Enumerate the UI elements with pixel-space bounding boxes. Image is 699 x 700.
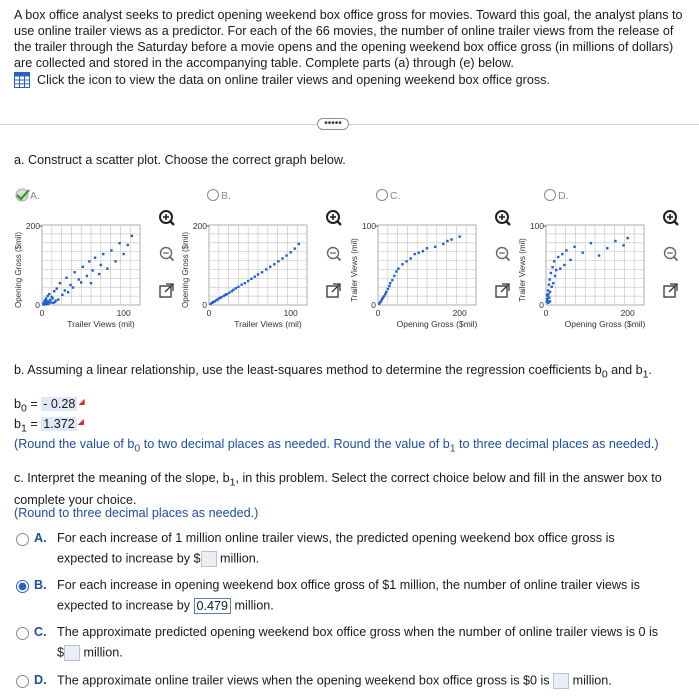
- data-point: [91, 269, 93, 271]
- data-point: [94, 257, 96, 259]
- data-point: [395, 270, 397, 272]
- data-point: [118, 242, 120, 244]
- data-point: [122, 253, 124, 255]
- x-axis-label: Opening Gross ($mil): [396, 319, 478, 329]
- data-point: [557, 256, 559, 258]
- popout-icon[interactable]: [327, 284, 340, 297]
- x-tick-label: 100: [116, 308, 131, 318]
- data-point: [582, 251, 584, 253]
- data-point: [47, 300, 49, 302]
- radio-option-d[interactable]: [16, 675, 29, 688]
- x-tick-label: 100: [283, 308, 298, 318]
- x-tick-zero: 0: [543, 308, 549, 318]
- option-answer-line: expected to increase by 0.479 million.: [57, 598, 274, 613]
- data-point: [67, 291, 69, 293]
- data-point: [247, 280, 249, 282]
- popout-icon[interactable]: [664, 284, 677, 297]
- data-point: [106, 267, 108, 269]
- radio-option-a[interactable]: [16, 533, 29, 546]
- y-axis-label: Trailer Views (mil): [518, 238, 527, 302]
- data-point: [65, 277, 67, 279]
- b1-row: $b_1 = 1.372$ ◢: [14, 417, 84, 435]
- data-point: [405, 260, 407, 262]
- part-c-prompt: c. Interpret the meaning of the slope, $b_1$, in this problem. Select the correct choice below and fill in the answer box to complete your choice.: [14, 471, 662, 507]
- data-point: [64, 289, 66, 291]
- data-point: [127, 244, 129, 246]
- data-point: [78, 278, 80, 280]
- option-text: The approximate predicted opening weekend box office gross when the number of online trailer views is 0 is: [57, 625, 659, 639]
- data-point: [551, 266, 553, 268]
- y-tick-zero: 0: [202, 300, 207, 310]
- data-point: [458, 235, 460, 237]
- data-point: [265, 268, 267, 270]
- data-point: [277, 260, 279, 262]
- data-point: [546, 294, 548, 296]
- option-letter: C.: [390, 190, 401, 202]
- data-point: [50, 301, 52, 303]
- expand-more-button[interactable]: •••••: [317, 118, 349, 130]
- option-answer-line: expected to increase by $ million.: [57, 551, 260, 566]
- zoom-in-icon[interactable]: [160, 211, 174, 225]
- x-tick-label: 200: [620, 308, 635, 318]
- answer-box[interactable]: [201, 551, 217, 567]
- data-point: [257, 273, 259, 275]
- option-text: The approximate online trailer views when the opening weekend box office gross is $0 is million.: [57, 673, 612, 688]
- data-point: [281, 257, 283, 259]
- scatter-plot-d: [518, 185, 688, 345]
- x-tick-zero: 0: [39, 308, 45, 318]
- data-point: [61, 294, 63, 296]
- option-answer-line: $ million.: [57, 645, 123, 660]
- data-point: [131, 235, 133, 237]
- scatter-plot-a: [14, 185, 184, 345]
- graph-option-c[interactable]: [350, 185, 520, 345]
- popout-icon[interactable]: [496, 284, 509, 297]
- part-b-hint: (Round the value of $b_0$ to two decimal places as needed. Round the value of $b_1$ to three decimal places as needed.): [14, 437, 659, 455]
- data-point: [226, 293, 228, 295]
- data-point: [555, 269, 557, 271]
- radio-button[interactable]: [545, 190, 556, 201]
- option-letter: D.: [34, 673, 47, 687]
- graph-option-a[interactable]: [14, 185, 184, 345]
- data-point: [387, 288, 389, 290]
- data-link-text[interactable]: Click the icon to view the data on online trailer views and opening weekend box office gross.: [37, 73, 550, 87]
- y-tick-label: 100: [361, 221, 376, 231]
- data-point: [554, 275, 556, 277]
- data-point: [548, 283, 550, 285]
- option-letter: B.: [34, 578, 47, 592]
- data-point: [88, 260, 90, 262]
- radio-option-b[interactable]: [16, 580, 29, 593]
- data-point: [59, 282, 61, 284]
- data-point: [72, 286, 74, 288]
- data-point: [622, 244, 624, 246]
- data-point: [73, 271, 75, 273]
- data-point: [565, 249, 567, 251]
- y-axis-label: Opening Gross ($mil): [14, 231, 23, 309]
- zoom-out-icon[interactable]: [161, 248, 174, 261]
- part-b-prompt: b. Assuming a linear relationship, use the least-squares method to determine the regression coefficients $b_0$ and $b_1$.: [14, 363, 653, 381]
- data-point: [606, 247, 608, 249]
- radio-button[interactable]: [208, 190, 219, 201]
- x-tick-label: 200: [452, 308, 467, 318]
- data-point: [442, 243, 444, 245]
- data-point: [384, 293, 386, 295]
- x-axis-label: Trailer Views (mil): [234, 319, 302, 329]
- data-point: [261, 271, 263, 273]
- data-point: [549, 291, 551, 293]
- data-point: [422, 250, 424, 252]
- zoom-out-icon[interactable]: [328, 248, 341, 261]
- data-table-icon[interactable]: [14, 72, 30, 88]
- option-letter: B.: [221, 190, 231, 202]
- data-point: [397, 267, 399, 269]
- radio-option-c[interactable]: [16, 627, 29, 640]
- zoom-out-icon[interactable]: [497, 248, 510, 261]
- data-point: [548, 297, 550, 299]
- zoom-in-icon[interactable]: [496, 211, 510, 225]
- data-point: [551, 286, 553, 288]
- data-point: [446, 240, 448, 242]
- plot-grid: [378, 225, 476, 305]
- data-point: [46, 303, 48, 305]
- y-tick-zero: 0: [35, 300, 40, 310]
- data-point: [294, 247, 296, 249]
- data-point: [393, 275, 395, 277]
- data-point: [561, 253, 563, 255]
- data-point: [298, 243, 300, 245]
- data-point: [51, 297, 53, 299]
- data-point: [90, 282, 92, 284]
- data-point: [552, 282, 554, 284]
- data-point: [244, 282, 246, 284]
- option-letter: C.: [34, 625, 47, 639]
- b1-answer[interactable]: 1.372: [43, 417, 75, 431]
- data-point: [389, 282, 391, 284]
- y-tick-zero: 0: [539, 300, 544, 310]
- part-a-prompt: a. Construct a scatter plot. Choose the correct graph below.: [14, 153, 346, 167]
- data-point: [383, 295, 385, 297]
- answer-box[interactable]: 0.479: [194, 598, 232, 614]
- answer-box[interactable]: [64, 645, 80, 661]
- x-tick-zero: 0: [206, 308, 212, 318]
- data-point: [285, 254, 287, 256]
- option-text: For each increase of 1 million online trailer views, the predicted opening weekend box office gross is: [57, 531, 615, 545]
- data-point: [414, 253, 416, 255]
- data-point: [598, 254, 600, 256]
- data-point: [385, 291, 387, 293]
- data-point: [563, 264, 565, 266]
- data-point: [110, 249, 112, 251]
- b0-row: $b_0$ = - 0.28 ◢: [14, 397, 85, 415]
- data-point: [69, 284, 71, 286]
- data-point: [269, 266, 271, 268]
- data-point: [391, 279, 393, 281]
- zoom-in-icon[interactable]: [664, 211, 678, 225]
- graph-option-d[interactable]: [518, 185, 688, 345]
- data-point: [56, 287, 58, 289]
- option-letter: A.: [34, 531, 47, 545]
- data-point: [626, 237, 628, 239]
- data-point: [42, 303, 44, 305]
- data-point: [86, 275, 88, 277]
- zoom-in-icon[interactable]: [327, 211, 341, 225]
- data-point: [614, 240, 616, 242]
- data-link[interactable]: [14, 72, 550, 88]
- data-point: [559, 267, 561, 269]
- data-point: [289, 251, 291, 253]
- data-point: [547, 289, 549, 291]
- data-point: [55, 299, 57, 301]
- data-point: [550, 272, 552, 274]
- data-point: [418, 251, 420, 253]
- data-point: [53, 290, 55, 292]
- y-tick-label: 200: [25, 221, 40, 231]
- data-point: [100, 264, 102, 266]
- data-point: [573, 246, 575, 248]
- scatter-plot-c: [350, 185, 520, 345]
- data-point: [553, 260, 555, 262]
- data-point: [426, 247, 428, 249]
- data-point: [80, 281, 82, 283]
- option-letter: A.: [30, 190, 40, 202]
- data-point: [549, 300, 551, 302]
- x-axis-label: Opening Gross ($mil): [564, 319, 646, 329]
- zoom-out-icon[interactable]: [665, 248, 678, 261]
- section-divider: [0, 124, 699, 125]
- data-point: [82, 266, 84, 268]
- data-point: [114, 260, 116, 262]
- incorrect-mark-icon: ◢: [78, 397, 85, 406]
- data-point: [569, 259, 571, 261]
- problem-intro: [14, 7, 690, 71]
- data-point: [240, 283, 242, 285]
- data-point: [250, 278, 252, 280]
- data-point: [48, 293, 50, 295]
- data-point: [590, 242, 592, 244]
- radio-button[interactable]: [377, 190, 388, 201]
- data-point: [548, 278, 550, 280]
- data-point: [228, 291, 230, 293]
- data-point: [273, 263, 275, 265]
- graph-option-b[interactable]: [181, 185, 351, 345]
- data-point: [102, 253, 104, 255]
- data-point: [434, 246, 436, 248]
- intro-text: A box office analyst seeks to predict opening weekend box office gross for movies. Toward this goal, the analyst plans to use online trailer views as a predictor. For each of the 66 movies, the number of online trailer views from the release of the trailer through the Saturday before a movie opens and the opening weekend box office gross (in millions of dollars) are collected and stored in the accompanying table. Complete parts (a) through (e) below.: [14, 8, 683, 70]
- option-text: For each increase in opening weekend box office gross of $1 million, the number of online trailer views is: [57, 578, 640, 592]
- option-letter: D.: [558, 190, 569, 202]
- incorrect-mark-icon: ◢: [77, 417, 84, 426]
- data-point: [388, 285, 390, 287]
- data-point: [401, 263, 403, 265]
- data-point: [409, 257, 411, 259]
- y-axis-label: Trailer Views (mil): [350, 238, 359, 302]
- answer-box[interactable]: [553, 673, 569, 689]
- y-tick-label: 100: [529, 221, 544, 231]
- data-point: [98, 273, 100, 275]
- x-axis-label: Trailer Views (mil): [67, 319, 135, 329]
- data-point: [45, 299, 47, 301]
- popout-icon[interactable]: [160, 284, 173, 297]
- data-point: [254, 275, 256, 277]
- data-point: [232, 289, 234, 291]
- data-point: [57, 298, 59, 300]
- x-tick-zero: 0: [375, 308, 381, 318]
- y-tick-zero: 0: [371, 300, 376, 310]
- plot-grid: [42, 225, 140, 305]
- plot-grid: [209, 225, 307, 305]
- y-axis-label: Opening Gross ($mil): [181, 231, 190, 309]
- data-point: [546, 299, 548, 301]
- part-c-hint: (Round to three decimal places as needed.): [14, 506, 259, 520]
- b0-answer[interactable]: - 0.28: [43, 397, 76, 411]
- plot-grid: [546, 225, 644, 305]
- data-point: [220, 296, 222, 298]
- data-point: [237, 286, 239, 288]
- data-point: [450, 238, 452, 240]
- scatter-plot-b: [181, 185, 351, 345]
- y-tick-label: 200: [192, 221, 207, 231]
- data-point: [235, 287, 237, 289]
